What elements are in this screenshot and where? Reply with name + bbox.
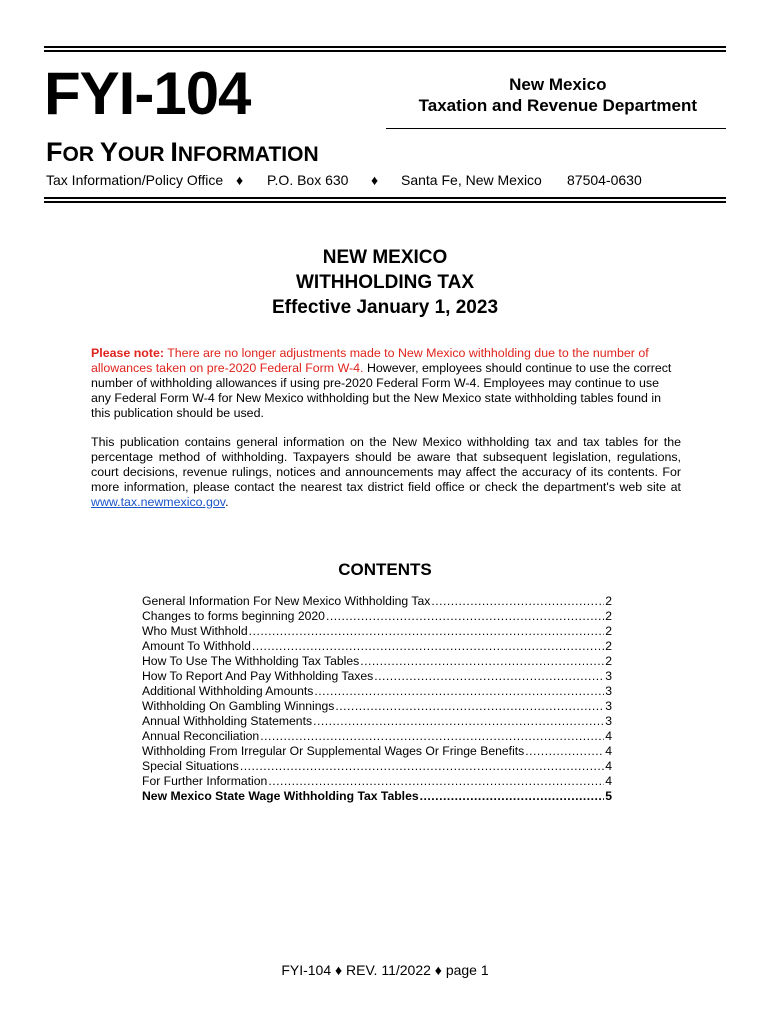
toc-entry[interactable]: Additional Withholding Amounts ..... 3 bbox=[142, 684, 612, 699]
form-id: FYI-104 bbox=[44, 60, 251, 127]
note-black-text: However, employees should continue to use the correct number of withholding allowances if using pre-2020 Federal Form W-4. Employees may continue to use any Federal Form W-4 for New Mexico withholding but the New Mexico state withholding tables found in this publication should be used. bbox=[91, 361, 672, 420]
city: Santa Fe, New Mexico bbox=[401, 172, 542, 188]
dept-line-2: Taxation and Revenue Department bbox=[418, 96, 697, 115]
toc-entry[interactable]: How To Report And Pay Withholding Taxes ..... 3 bbox=[142, 669, 612, 684]
for-your-information-heading: FOR YOUR INFORMATION bbox=[46, 137, 319, 167]
toc-entry[interactable]: Withholding From Irregular Or Supplemental Wages Or Fringe Benefits ..... 4 bbox=[142, 744, 612, 759]
toc-entry[interactable]: Annual Reconciliation ..... 4 bbox=[142, 729, 612, 744]
toc-entry[interactable]: Who Must Withhold ..... 2 bbox=[142, 624, 612, 639]
bullet-icon: ♦ bbox=[371, 172, 379, 188]
note-label: Please note: bbox=[91, 346, 164, 360]
bullet-icon: ♦ bbox=[236, 172, 244, 188]
office-name: Tax Information/Policy Office bbox=[46, 172, 224, 188]
title-line-3: Effective January 1, 2023 bbox=[271, 297, 499, 318]
toc-entry[interactable]: How To Use The Withholding Tax Tables ..... 2 bbox=[142, 654, 612, 669]
info-text: This publication contains general information on the New Mexico withholding tax and tax tables for the percentage method of withholding. Taxpayers should be aware that subsequent legislation, regulations, court decisions, revenue rulings, notices and announcements may affect the accuracy of its contents. For more information, please contact the nearest tax district field office or check the department's web site at bbox=[91, 435, 681, 494]
top-double-rule bbox=[44, 46, 726, 52]
toc-entry[interactable]: Special Situations ..... 4 bbox=[142, 759, 612, 774]
toc-entry[interactable]: Changes to forms beginning 2020 ..... 2 bbox=[142, 609, 612, 624]
page-footer: FYI-104 ♦ REV. 11/2022 ♦ page 1 bbox=[281, 962, 489, 978]
bottom-double-rule bbox=[44, 197, 726, 203]
title-line-1: NEW MEXICO bbox=[322, 247, 448, 268]
info-paragraph: This publication contains general information on the New Mexico withholding tax and tax tables for the percentage method of withholding. Taxpayers should be aware that subsequent legislation, regulations, court decisions, revenue rulings, notices and announcements may affect the accuracy of its contents. For more information, please contact the nearest tax district field office or check the department's web site at www.tax.newmexico.gov. bbox=[91, 435, 681, 509]
toc-entry[interactable]: Amount To Withhold ..... 2 bbox=[142, 639, 612, 654]
toc-entry[interactable]: General Information For New Mexico Withholding Tax ..... 2 bbox=[142, 594, 612, 609]
table-of-contents bbox=[142, 594, 612, 804]
website-link[interactable]: www.tax.newmexico.gov bbox=[91, 495, 226, 509]
note-red-text: There are no longer adjustments made to New Mexico withholding due to the number of allowances taken on pre-2020 Federal Form W-4. bbox=[91, 346, 649, 375]
document-title bbox=[0, 245, 770, 320]
dept-line-1: New Mexico bbox=[509, 75, 607, 94]
dept-rule bbox=[386, 128, 726, 129]
toc-entry[interactable]: Withholding On Gambling Winnings ..... 3 bbox=[142, 699, 612, 714]
toc-entry[interactable]: For Further Information ..... 4 bbox=[142, 774, 612, 789]
zip-code: 87504-0630 bbox=[567, 172, 642, 188]
po-box: P.O. Box 630 bbox=[267, 172, 349, 188]
contents-heading: CONTENTS bbox=[338, 560, 432, 579]
toc-entry[interactable]: Annual Withholding Statements ..... 3 bbox=[142, 714, 612, 729]
please-note-paragraph bbox=[91, 346, 681, 421]
department-name bbox=[419, 74, 697, 116]
title-line-2: WITHHOLDING TAX bbox=[295, 272, 474, 293]
toc-entry[interactable]: New Mexico State Wage Withholding Tax Tables ..... 5 bbox=[142, 789, 612, 804]
